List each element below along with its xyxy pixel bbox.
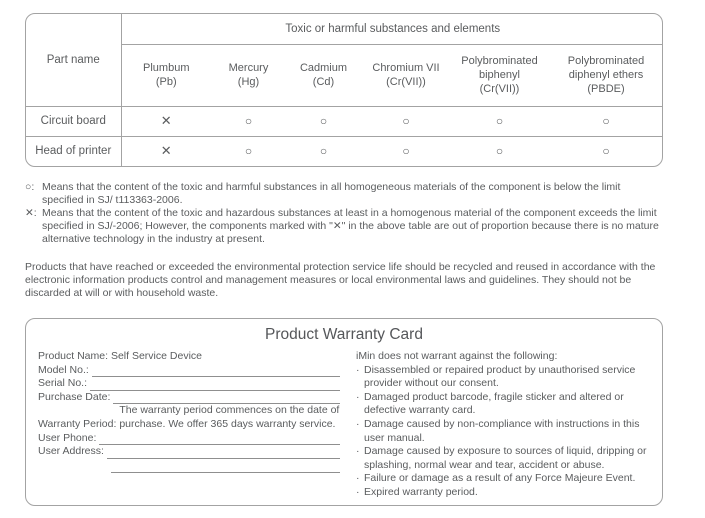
field-label: Purchase Date:: [38, 390, 114, 403]
exclusion-item: [356, 445, 650, 472]
substance-name: Polybrominated biphenyl: [461, 55, 538, 81]
circle-mark-icon: ○: [602, 144, 610, 159]
blank-line: [90, 380, 340, 391]
substance-name: Chromium VII: [372, 62, 440, 74]
blank-line: [92, 366, 340, 377]
table-header-row-1: [26, 14, 663, 44]
warranty-field: [38, 364, 344, 378]
substance-column-header: [361, 44, 451, 106]
legend-notes: [25, 181, 659, 246]
exclusion-item: [356, 486, 650, 500]
substance-column-header: [451, 44, 548, 106]
field-label: Model No.:: [38, 363, 92, 376]
legend-text: Means that the content of the toxic and hazardous substances at least in a homogenous material of the component exceeds the limit specified in SJ/-2006; However, the components marked with "✕" in the above table are out of proportion because there is no mature alternative technology in the industry at present.: [42, 207, 659, 245]
exclusion-text: Damage caused by exposure to sources of liquid, dripping or splashing, normal wear and tear, accident or abuse.: [364, 445, 647, 471]
warranty-field: [38, 391, 344, 405]
circle-mark-icon: ○: [548, 106, 663, 136]
field-value: The warranty period commences on the date of purchase. We offer 365 days warranty service.: [119, 404, 340, 430]
substances-table-container: [25, 13, 663, 167]
recycle-paragraph: Products that have reached or exceeded the environmental protection service life should be recycled and reused in accordance with the electronic information products control and management measures or local environmental laws and guidelines. They should not be discarded at will or with household waste.: [25, 261, 656, 299]
circle-mark-icon: ○: [286, 106, 361, 136]
exclusions-list: [356, 364, 650, 500]
warranty-field: [38, 432, 344, 446]
bullet-icon: ·: [356, 417, 360, 430]
exclusion-text: Expired warranty period.: [364, 485, 478, 498]
substance-formula: (PBDE): [587, 83, 625, 95]
blank-line: [113, 393, 340, 404]
substance-formula: (Cr(VII)): [386, 76, 426, 88]
substance-name: Mercury: [228, 62, 269, 74]
circle-mark-icon: ○: [244, 144, 253, 159]
exclusion-text: Failure or damage as a result of any Force Majeure Event.: [364, 472, 636, 485]
cross-mark-icon: ✕: [121, 106, 211, 136]
field-label: Serial No.:: [38, 377, 90, 390]
substance-column-header: [211, 44, 286, 106]
substances-group-header: Toxic or harmful substances and elements: [121, 14, 663, 44]
warranty-card: [25, 318, 663, 506]
circle-mark-icon: ○: [402, 144, 410, 159]
part-name-header: Part name: [26, 14, 121, 106]
part-name-cell: Head of printer: [26, 136, 121, 166]
substance-row: [26, 106, 663, 136]
field-label: User Address:: [38, 445, 107, 458]
exclusion-item: [356, 418, 650, 445]
part-name-cell: Circuit board: [26, 106, 121, 136]
bullet-icon: ·: [356, 390, 360, 403]
warranty-field: [111, 462, 344, 473]
bullet-icon: ·: [356, 363, 360, 376]
bullet-icon: ·: [356, 472, 360, 485]
exclusion-item: [356, 472, 650, 486]
bullet-icon: ·: [356, 445, 360, 458]
warranty-field: [38, 445, 344, 459]
legend-symbol: ✕:: [25, 207, 37, 219]
field-label: Warranty Period:: [38, 417, 120, 430]
blank-line: [107, 448, 340, 459]
circle-mark-icon: ○: [211, 106, 286, 136]
field-label: Product Name:: [38, 350, 111, 362]
circle-mark-icon: ○: [495, 144, 504, 159]
cross-mark-icon: ✕: [160, 143, 172, 159]
substances-table: [26, 14, 663, 166]
substance-formula: (Pb): [155, 76, 177, 88]
substance-column-header: [286, 44, 361, 106]
field-label: User Phone:: [38, 431, 100, 444]
substance-formula: (Cr(VII)): [479, 83, 520, 95]
field-value: Self Service Device: [110, 350, 202, 362]
warranty-card-exclusions: [356, 350, 650, 500]
substance-name: Plumbum: [143, 62, 190, 74]
warranty-field: [38, 350, 344, 364]
table-header-row-2: [26, 44, 663, 106]
warranty-card-columns: [38, 350, 650, 500]
exclusion-text: Damage caused by non-compliance with instructions in this user manual.: [364, 417, 640, 444]
substance-formula: (Hg): [237, 76, 260, 88]
warranty-field: [38, 377, 344, 391]
exclusion-text: Disassembled or repaired product by unauthorised service provider without our consent.: [364, 363, 636, 390]
exclusion-text: Damaged product barcode, fragile sticker and altered or defective warranty card.: [364, 390, 624, 417]
exclusion-item: [356, 364, 650, 391]
blank-line: [111, 462, 340, 473]
substance-row: [26, 136, 663, 166]
exclusions-heading: iMin does not warrant against the following:: [356, 350, 558, 362]
substance-column-header: [121, 44, 211, 106]
substance-name: Cadmium: [299, 62, 348, 74]
legend-symbol: ○:: [25, 181, 35, 193]
circle-mark-icon: ○: [361, 106, 451, 136]
exclusion-item: [356, 391, 650, 418]
blank-line: [99, 434, 340, 445]
legend-note: [25, 181, 659, 207]
warranty-field: [38, 404, 344, 431]
warranty-card-title: Product Warranty Card: [265, 326, 423, 343]
warranty-card-fields: [38, 350, 344, 500]
substance-name: Polybrominated diphenyl ethers: [567, 55, 645, 81]
circle-mark-icon: ○: [451, 106, 548, 136]
legend-text: Means that the content of the toxic and harmful substances in all homogeneous materials of the component is below the limit specified in SJ/ t113363-2006.: [42, 181, 621, 206]
substance-column-header: [548, 44, 663, 106]
substance-formula: (Cd): [312, 76, 335, 88]
bullet-icon: ·: [356, 485, 360, 498]
circle-mark-icon: ○: [319, 144, 328, 159]
legend-note: [25, 207, 659, 246]
